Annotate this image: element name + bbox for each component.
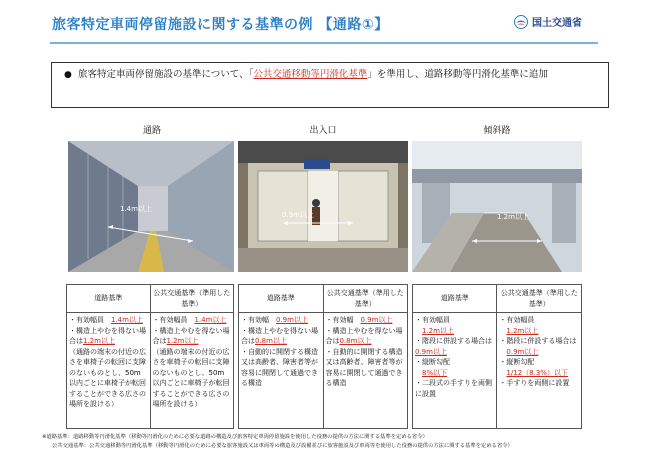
corridor-criteria-table <box>66 284 234 429</box>
ramp-width-label: 1.2m以上 <box>497 213 529 221</box>
footnote-transit: 公共交通基準：公共交通移動等円滑化基準（移動等円滑化のために必要な旅客施設又は車両等の構造及び設備並びに旅客施設及び車両等を使用した役務の提供の方法に関する基準を定める省令） <box>52 443 513 449</box>
section-label-ramp: 傾斜路 <box>483 126 511 136</box>
road-criteria-cell: ・有効幅 0.9m以上 ・構造上やむを得ない場合は0.8m以上 ・自動的に開閉する構造又は高齢者、障害者等が容易に開閉して通過できる構造 <box>239 313 324 429</box>
intro-box <box>51 62 609 108</box>
corridor-width-label: 1.4m以上 <box>120 205 152 213</box>
logo-text: 国土交通省 <box>532 18 582 29</box>
transit-criteria-cell: ・有効幅 0.9m以上 ・構造上やむを得ない場合は0.8m以上 ・自動的に開閉する構造又は高齢者、障害者等が容易に開閉して通過できる構造 <box>323 313 408 429</box>
col-header-road: 道路基準 <box>413 285 497 313</box>
road-criteria-cell: ・有効幅員 1.2m以上 ・階段に併設する場合は0.9m以上 ・縦断勾配 8%以下 ・二段式の手すりを両側に設置 <box>413 313 497 429</box>
col-header-road: 道路基準 <box>67 285 151 313</box>
mlit-logo-icon <box>514 15 528 29</box>
entrance-width-label: 0.9m以上 <box>282 211 314 219</box>
highlight-standard: 公共交通移動等円滑化基準 <box>253 69 368 80</box>
ministry-logo <box>514 14 582 29</box>
page-title: 旅客特定車両停留施設に関する基準の例 【通路①】 <box>52 17 389 33</box>
col-header-transit: 公共交通基準（準用した基準） <box>497 285 582 313</box>
col-header-transit: 公共交通基準（準用した基準） <box>150 285 234 313</box>
entrance-criteria-table <box>238 284 408 429</box>
road-criteria-cell: ・有効幅員 1.4m以上 ・構造上やむを得ない場合は1.2m以上 （通路の端末の付近の広さを車椅子の転回に支障のないものとし、50m以内ごとに車椅子が転回することができる広さの場所を設ける） <box>67 313 151 429</box>
corridor-photo <box>68 141 234 272</box>
col-header-road: 道路基準 <box>239 285 324 313</box>
bullet-icon: ● <box>64 70 72 80</box>
transit-criteria-cell: ・有効幅員 1.4m以上 ・構造上やむを得ない場合は1.2m以上 （通路の端末の付近の広さを車椅子の転回に支障のないものとし、50m以内ごとに車椅子が転回することができる広さの場所を設ける） <box>150 313 234 429</box>
ramp-photo <box>412 141 582 272</box>
ramp-criteria-table <box>412 284 582 429</box>
title-divider <box>50 42 598 44</box>
intro-text: 旅客特定車両停留施設の基準について、「公共交通移動等円滑化基準」を準用し、道路移動等円滑化基準に追加 <box>78 69 548 80</box>
section-label-corridor: 通路 <box>142 126 161 136</box>
transit-criteria-cell: ・有効幅員 1.2m以上 ・階段に併設する場合は 0.9m以上 ・縦断勾配 1/12（8.3%）以下 ・手すりを両側に設置 <box>497 313 582 429</box>
entrance-photo <box>238 141 408 272</box>
footnote-road: ※道路基準：道路移動等円滑化基準（移動等円滑化のために必要な道路の構造及び旅客特定車両停留施設を使用した役務の提供の方法に関する基準を定める省令） <box>42 434 428 440</box>
section-label-entrance: 出入口 <box>309 126 337 136</box>
col-header-transit: 公共交通基準（準用した基準） <box>323 285 408 313</box>
